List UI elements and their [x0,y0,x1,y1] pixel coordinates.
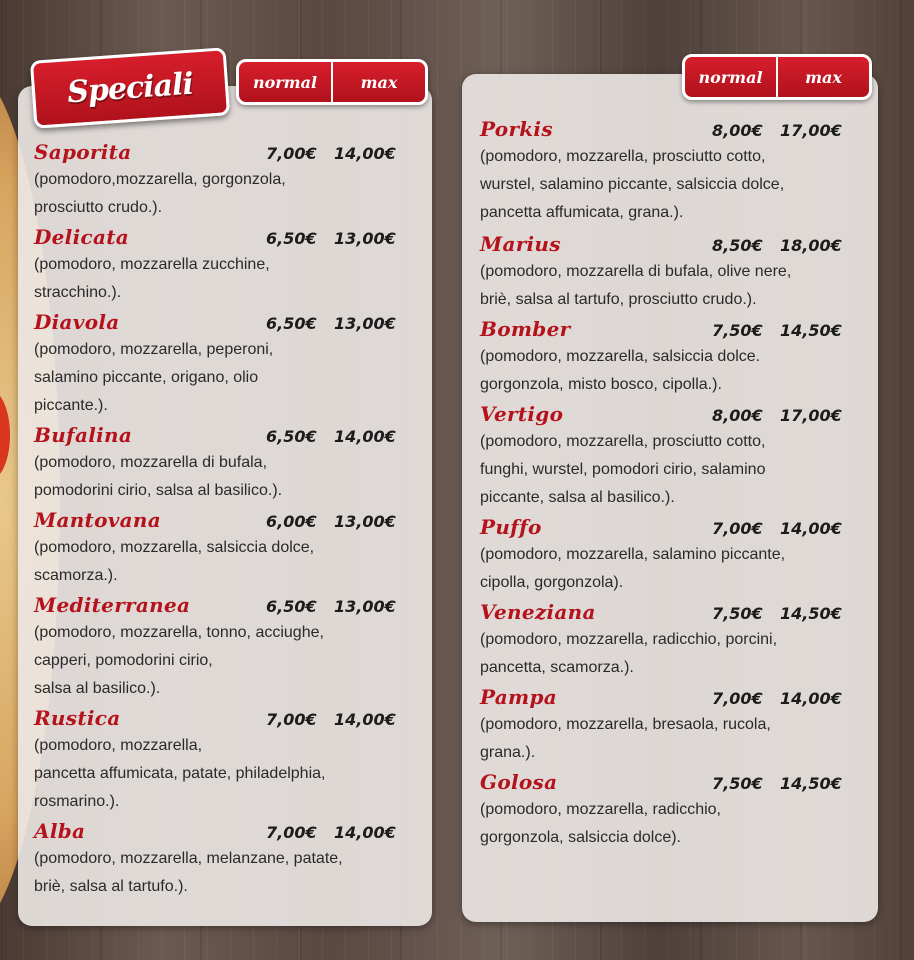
pizza-name: Pampa [480,685,558,709]
price-max: 14,00€ [334,823,396,842]
price-normal: 6,50€ [266,597,317,616]
ingredients-line: capperi, pomodorini cirio, [34,652,213,669]
price-normal: 6,50€ [266,229,317,248]
ingredients-line: piccante, salsa al basilico.). [480,489,675,506]
ingredients-line: piccante.). [34,397,108,414]
price-normal: 7,50€ [712,774,763,793]
price-normal: 8,50€ [712,236,763,255]
pizza-ingredients [34,166,414,222]
price-normal: 7,00€ [266,144,317,163]
ingredients-line: (pomodoro, mozzarella, prosciutto cotto, [480,433,766,450]
price-normal: 7,00€ [712,519,763,538]
ingredients-line: pancetta affumicata, grana.). [480,204,684,221]
menu-item-header [34,225,414,251]
pizza-name: Veneziana [480,600,596,624]
price-normal: 7,00€ [266,823,317,842]
ingredients-line: pomodorini cirio, salsa al basilico.). [34,482,283,499]
price-max: 13,00€ [334,512,396,531]
pizza-ingredients [34,251,414,307]
pizza-ingredients [34,336,414,420]
menu-item-header [480,600,860,626]
ingredients-line: (pomodoro, mozzarella, salsiccia dolce, [34,539,315,556]
pizza-ingredients [480,143,860,227]
menu-item-header [34,819,414,845]
ingredients-line: (pomodoro, mozzarella, salamino piccante, [480,546,786,563]
menu-item [480,232,860,314]
menu-item [480,402,860,512]
ingredients-line: scamorza.). [34,567,118,584]
menu-item [34,140,414,222]
pizza-name: Bomber [480,317,571,341]
max-size-label: max [331,62,425,102]
ingredients-line: (pomodoro, mozzarella, [34,737,203,754]
ingredients-line: briè, salsa al tartufo.). [34,878,188,895]
menu-item [34,225,414,307]
ingredients-line: (pomodoro, mozzarella, radicchio, [480,801,721,818]
price-max: 13,00€ [334,229,396,248]
pizza-name: Vertigo [480,402,564,426]
menu-item-header [480,117,860,143]
ingredients-line: pancetta affumicata, patate, philadelphia, [34,765,326,782]
price-normal: 7,50€ [712,604,763,623]
menu-item-header [34,706,414,732]
size-header-left [236,59,428,105]
pizza-ingredients [480,626,860,682]
pizza-name: Mantovana [34,508,161,532]
menu-item-header [34,140,414,166]
pizza-ingredients [34,619,414,703]
ingredients-line: (pomodoro, mozzarella di bufala, [34,454,268,471]
menu-item [34,706,414,816]
menu-item [34,593,414,703]
pizza-ingredients [34,845,414,901]
price-max: 14,00€ [780,689,842,708]
menu-item-header [480,515,860,541]
pizza-name: Puffo [480,515,542,539]
price-normal: 8,00€ [712,121,763,140]
pizza-ingredients [480,796,860,852]
menu-item-header [34,310,414,336]
normal-size-label: normal [698,67,763,87]
section-title: Speciali [66,66,194,110]
price-max: 17,00€ [780,121,842,140]
price-max: 14,50€ [780,321,842,340]
ingredients-line: (pomodoro, mozzarella, bresaola, rucola, [480,716,771,733]
price-max: 17,00€ [780,406,842,425]
ingredients-line: (pomodoro, mozzarella zucchine, [34,256,270,273]
ingredients-line: (pomodoro, mozzarella, radicchio, porcini, [480,631,778,648]
ingredients-line: (pomodoro,mozzarella, gorgonzola, [34,171,286,188]
menu-item-header [34,593,414,619]
price-normal: 8,00€ [712,406,763,425]
size-header-right [682,54,872,100]
menu-item [480,685,860,767]
pizza-ingredients [480,258,860,314]
menu-item [480,770,860,852]
menu-item [480,117,860,227]
price-max: 14,00€ [334,144,396,163]
price-max: 14,00€ [334,710,396,729]
ingredients-line: grana.). [480,744,536,761]
menu-item-header [480,770,860,796]
pizza-name: Rustica [34,706,121,730]
menu-item-header [480,317,860,343]
menu-item [34,423,414,505]
ingredients-line: (pomodoro, mozzarella, salsiccia dolce. [480,348,761,365]
price-normal: 6,00€ [266,512,317,531]
menu-item-header [480,232,860,258]
pizza-ingredients [480,343,860,399]
price-normal: 7,00€ [266,710,317,729]
ingredients-line: (pomodoro, mozzarella, tonno, acciughe, [34,624,324,641]
pizza-name: Mediterranea [34,593,191,617]
price-normal: 7,50€ [712,321,763,340]
menu-item-header [480,402,860,428]
pizza-name: Porkis [480,117,553,141]
pizza-name: Diavola [34,310,120,334]
ingredients-line: briè, salsa al tartufo, prosciutto crudo.). [480,291,757,308]
pizza-name: Bufalina [34,423,133,447]
menu-item [34,310,414,420]
normal-size-label: normal [252,72,318,92]
pizza-name: Golosa [480,770,558,794]
pizza-ingredients [480,711,860,767]
ingredients-line: prosciutto crudo.). [34,199,163,216]
price-max: 14,00€ [334,427,396,446]
price-normal: 6,50€ [266,314,317,333]
pizza-ingredients [480,428,860,512]
ingredients-line: cipolla, gorgonzola). [480,574,624,591]
menu-item [480,515,860,597]
price-max: 18,00€ [780,236,842,255]
ingredients-line: wurstel, salamino piccante, salsiccia dolce, [480,176,785,193]
menu-item-header [34,508,414,534]
ingredients-line: gorgonzola, salsiccia dolce). [480,829,681,846]
ingredients-line: salsa al basilico.). [34,680,161,697]
ingredients-line: (pomodoro, mozzarella, peperoni, [34,341,274,358]
menu-item [480,317,860,399]
menu-item [480,600,860,682]
price-normal: 6,50€ [266,427,317,446]
price-max: 14,00€ [780,519,842,538]
pizza-name: Delicata [34,225,129,249]
pizza-ingredients [34,534,414,590]
price-max: 13,00€ [334,314,396,333]
price-max: 14,50€ [780,604,842,623]
menu-item-header [480,685,860,711]
menu-item [34,508,414,590]
tomato-slice [0,390,10,480]
pizza-name: Marius [480,232,561,256]
price-max: 13,00€ [334,597,396,616]
ingredients-line: rosmarino.). [34,793,120,810]
pizza-name: Alba [34,819,86,843]
section-title-banner [30,47,230,129]
ingredients-line: funghi, wurstel, pomodori cirio, salamino [480,461,766,478]
ingredients-line: salamino piccante, origano, olio [34,369,259,386]
pizza-name: Saporita [34,140,132,164]
ingredients-line: stracchino.). [34,284,122,301]
max-size-label: max [776,57,869,97]
pizza-ingredients [480,541,860,597]
menu-item [34,819,414,901]
ingredients-line: (pomodoro, mozzarella di bufala, olive nere, [480,263,792,280]
price-normal: 7,00€ [712,689,763,708]
ingredients-line: (pomodoro, mozzarella, prosciutto cotto, [480,148,766,165]
ingredients-line: gorgonzola, misto bosco, cipolla.). [480,376,722,393]
pizza-ingredients [34,449,414,505]
ingredients-line: pancetta, scamorza.). [480,659,634,676]
price-max: 14,50€ [780,774,842,793]
menu-item-header [34,423,414,449]
pizza-ingredients [34,732,414,816]
ingredients-line: (pomodoro, mozzarella, melanzane, patate, [34,850,343,867]
